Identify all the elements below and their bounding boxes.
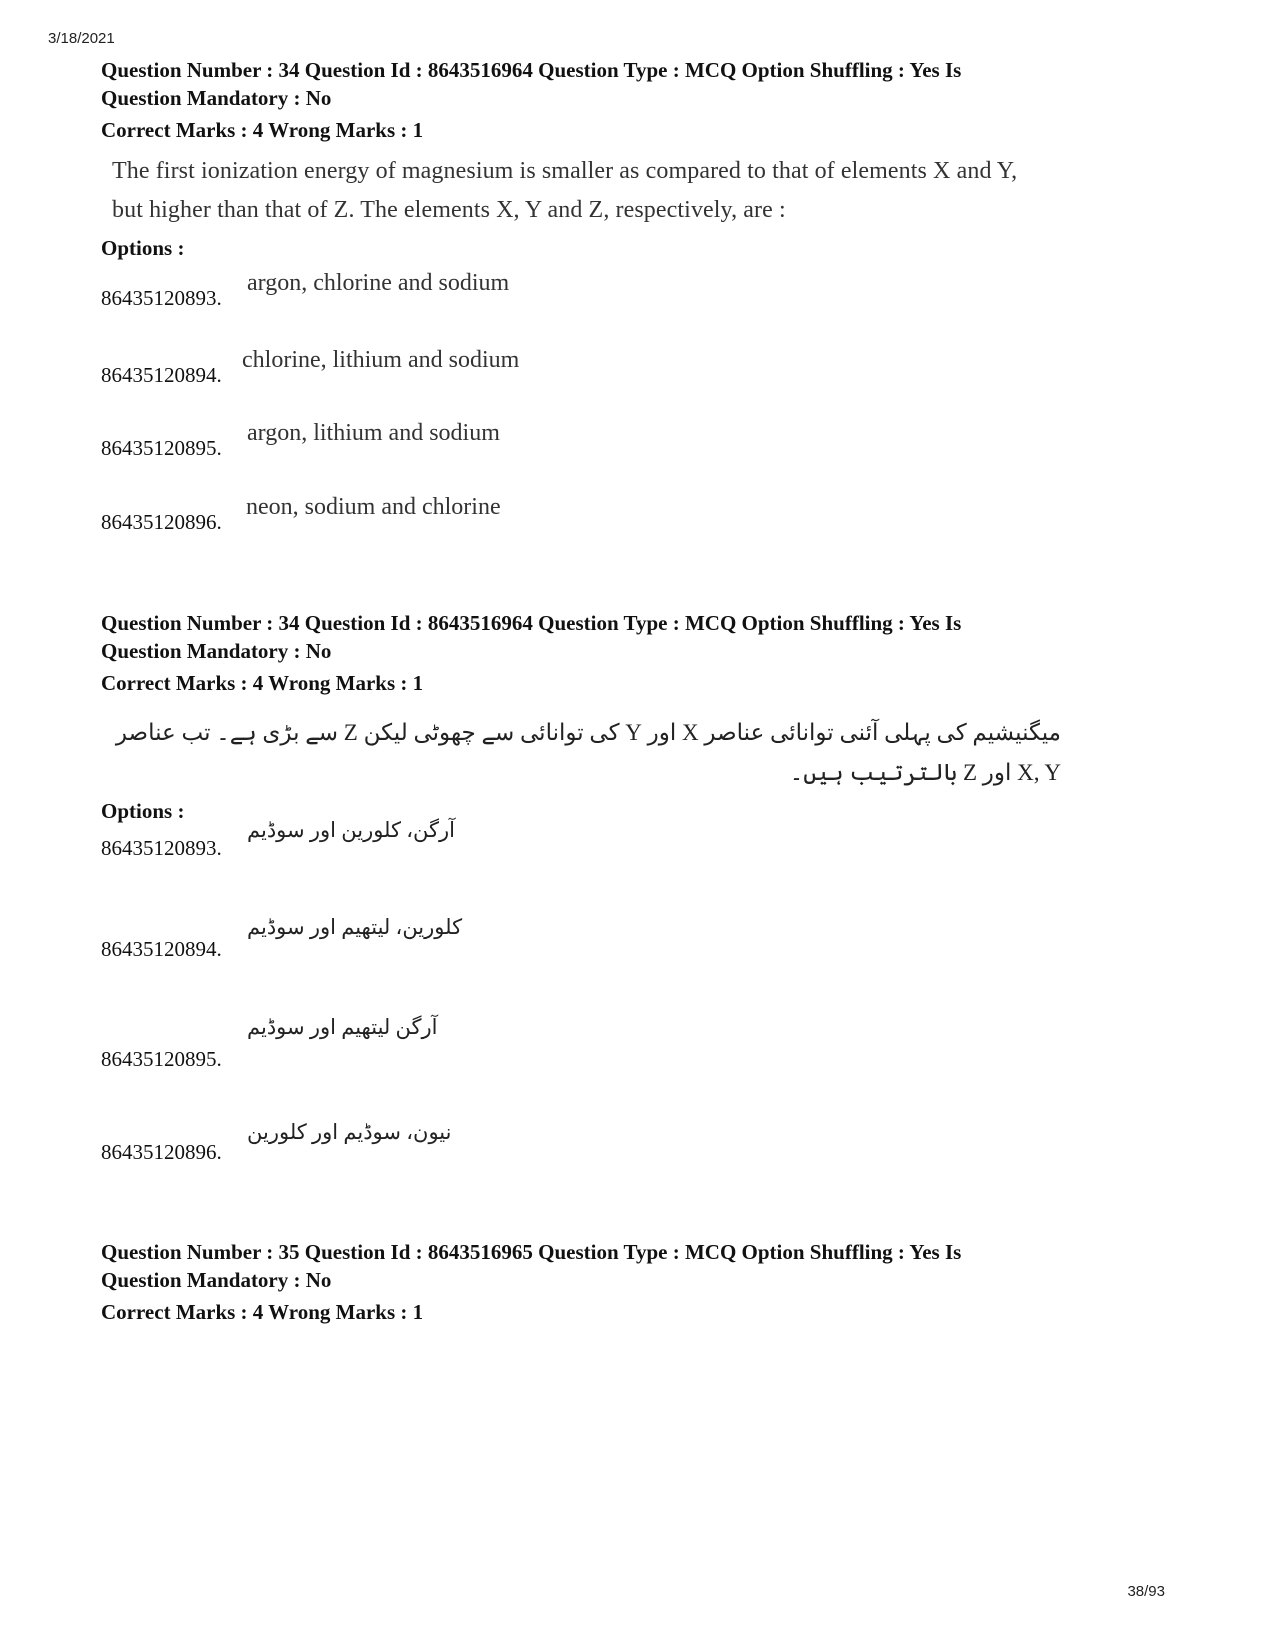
option-text: آرگن، کلورین اور سوڈیم [247,818,455,842]
question-block-ur [101,609,1181,824]
question-header-line1: Question Number : 34 Question Id : 8643516964 Question Type : MCQ Option Shuffling : Yes Is [101,611,962,635]
question-block-next [101,1238,1181,1326]
question-header-line1: Question Number : 35 Question Id : 8643516965 Question Type : MCQ Option Shuffling : Yes Is [101,1240,962,1264]
option-id: 86435120896. [101,510,222,534]
question-text-line2: but higher than that of Z. The elements X, Y and Z, respectively, are : [112,197,786,223]
option-text: argon, chlorine and sodium [247,270,510,296]
options-label: Options : [101,799,185,823]
page-date: 3/18/2021 [48,30,115,47]
option-id: 86435120893. [101,286,222,310]
question-text-line1: The first ionization energy of magnesium is smaller as compared to that of elements X and Y, [112,158,1018,184]
option-id: 86435120894. [101,363,222,387]
options-list-ur [101,820,1181,1180]
question-text [112,152,1181,230]
option-text: chlorine, lithium and sodium [242,347,520,373]
options-label: Options : [101,236,185,260]
option-text: کلورین، لیتھیم اور سوڈیم [247,915,463,939]
question-marks: Correct Marks : 4 Wrong Marks : 1 [101,1300,424,1324]
option-id: 86435120895. [101,436,222,460]
question-header-line2: Question Mandatory : No [101,86,332,110]
option-id: 86435120895. [101,1047,222,1071]
option-id: 86435120893. [101,836,222,860]
page-number: 38/93 [1127,1583,1165,1600]
option-id: 86435120896. [101,1140,222,1164]
question-marks: Correct Marks : 4 Wrong Marks : 1 [101,671,424,695]
question-header-line2: Question Mandatory : No [101,639,332,663]
question-marks: Correct Marks : 4 Wrong Marks : 1 [101,118,424,142]
question-header-line2: Question Mandatory : No [101,1268,332,1292]
question-text: میگنیشیم کی پہلی آئنی توانائی عناصر X اور Y کی توانائی سے چھوٹی لیکن Z سے بڑی ہے۔ تب عناصر X, Y اور Z بالترتیب ہیں۔ [115,720,1061,785]
question-header-line1: Question Number : 34 Question Id : 8643516964 Question Type : MCQ Option Shuffling : Yes Is [101,58,962,82]
option-text: آرگن لیتھیم اور سوڈیم [247,1015,438,1039]
option-id: 86435120894. [101,937,222,961]
option-text: argon, lithium and sodium [247,420,500,446]
question-block-en [101,56,1181,261]
option-text: neon, sodium and chlorine [246,494,501,520]
options-list-en [101,270,1181,540]
option-text: نیون، سوڈیم اور کلورین [247,1120,452,1144]
